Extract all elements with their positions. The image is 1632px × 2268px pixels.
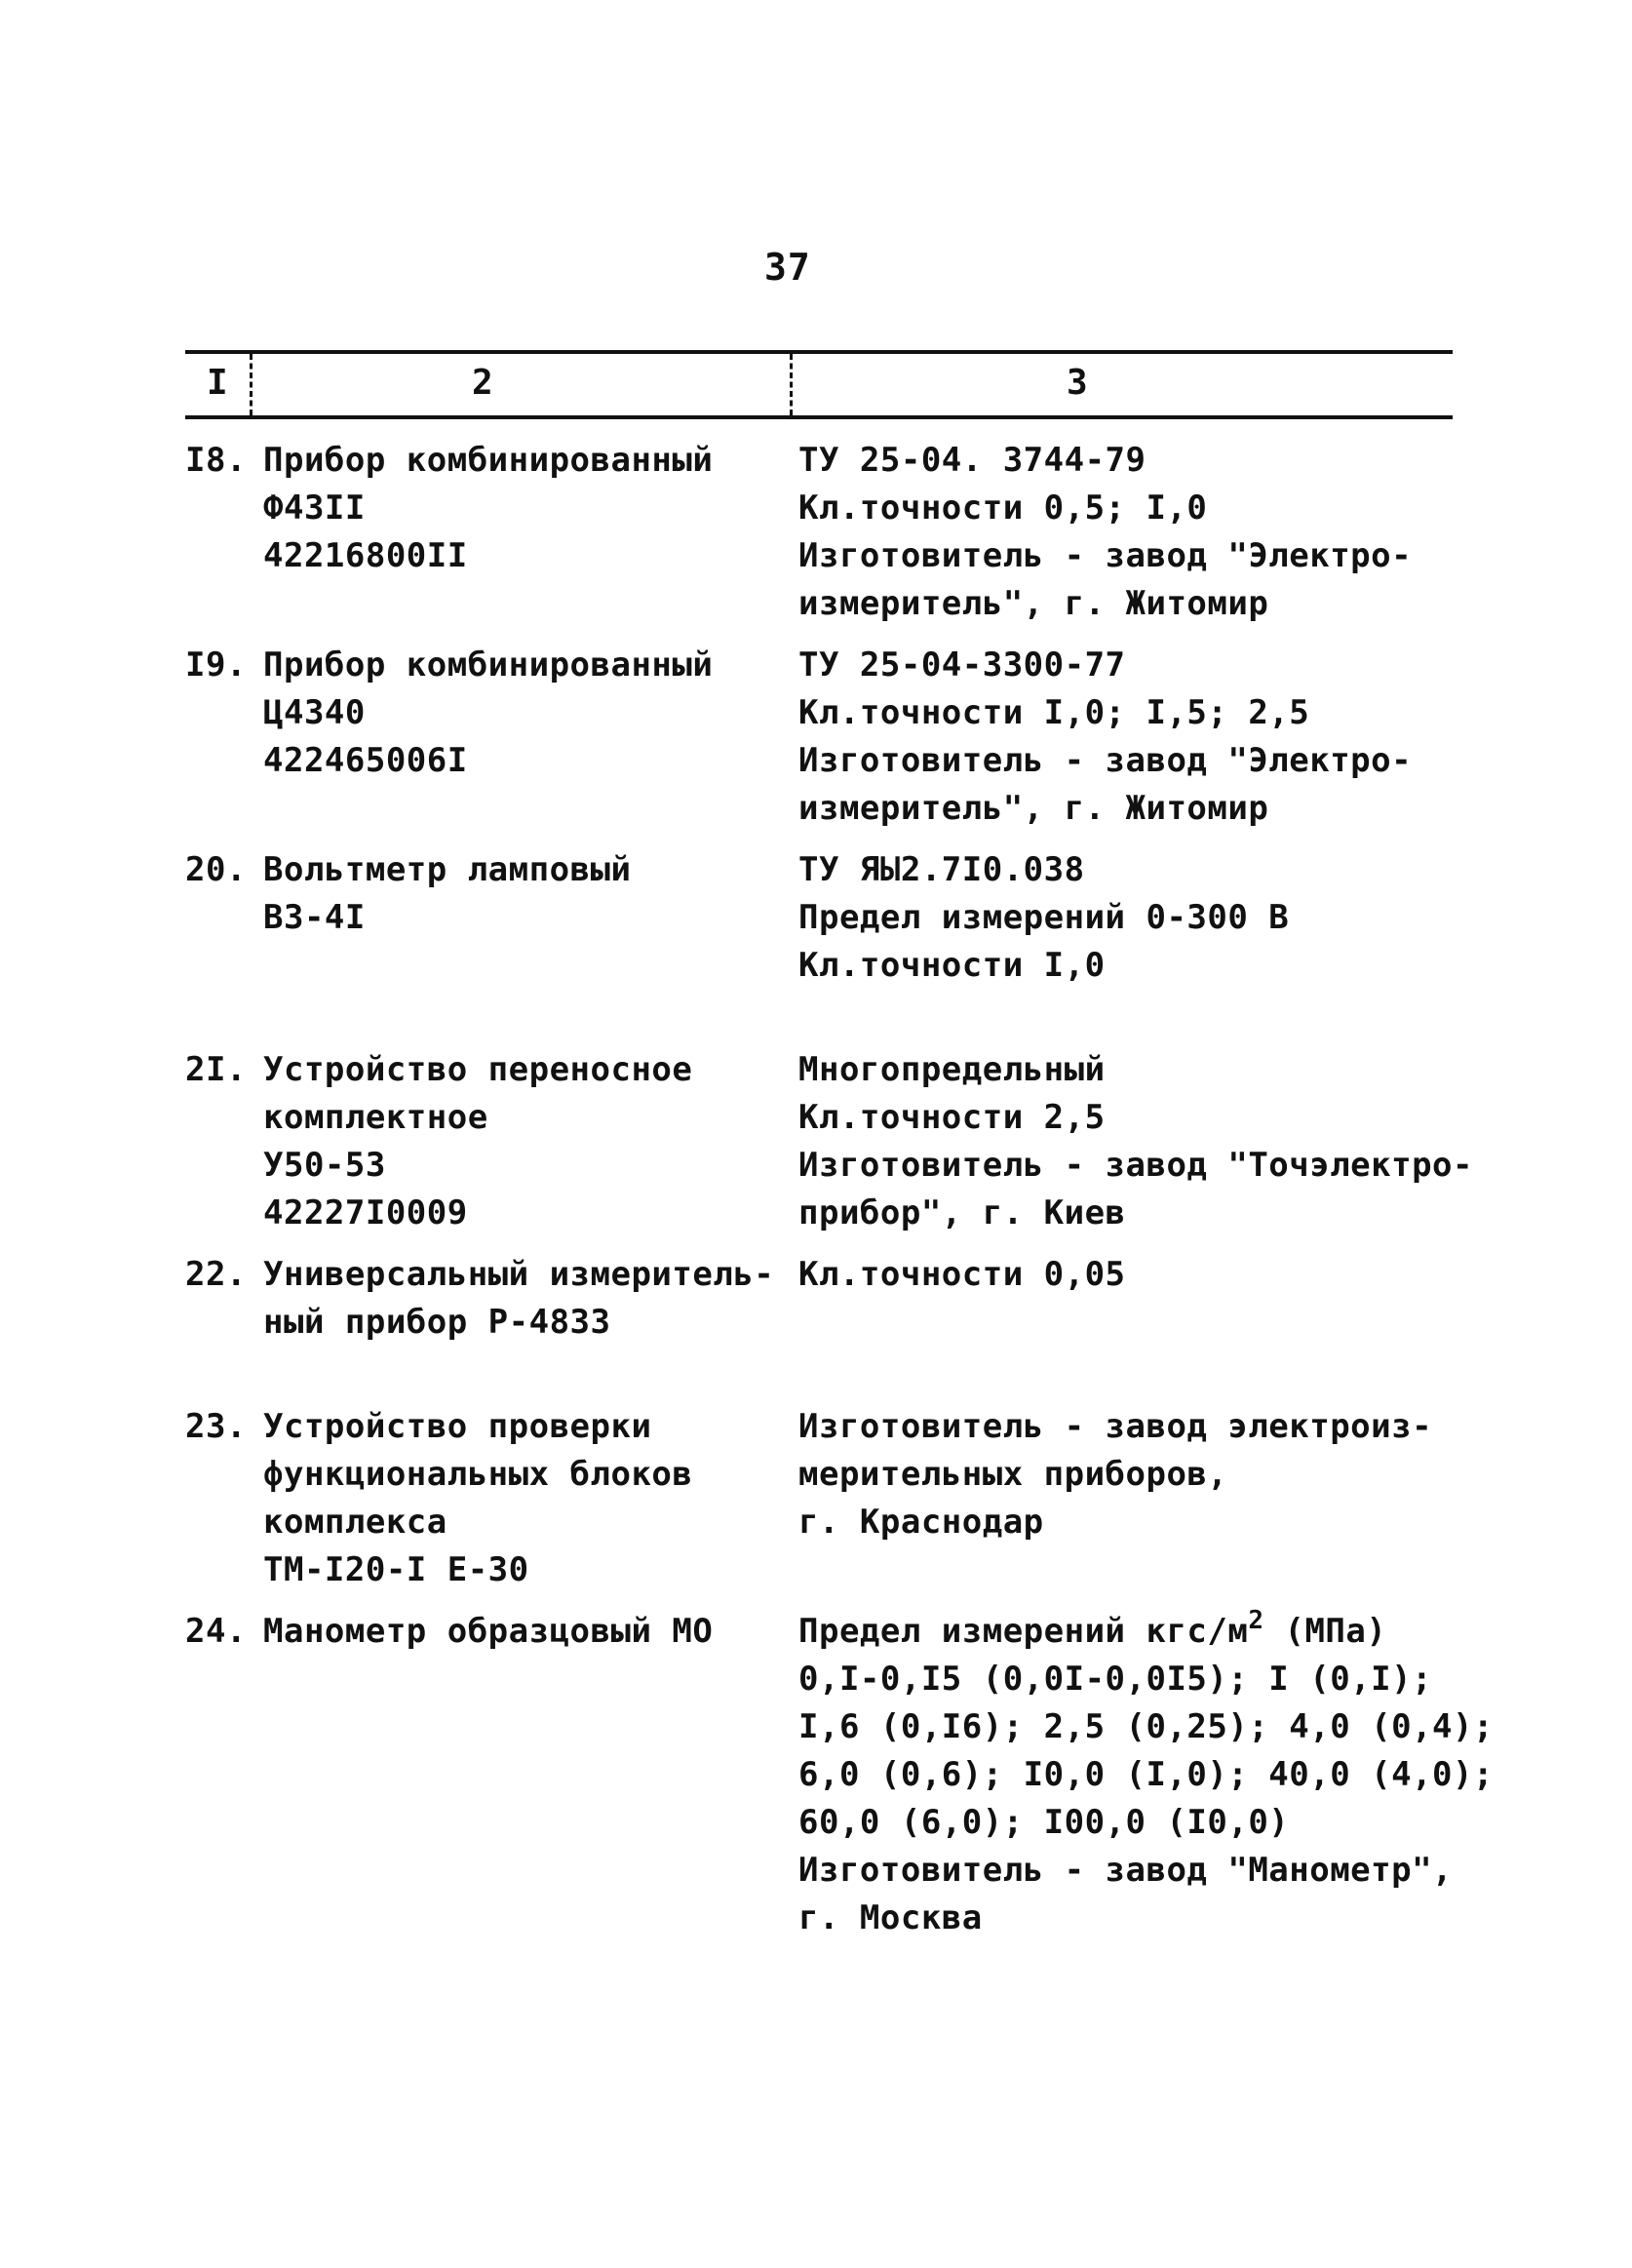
- entry-spec-line: Изготовитель - завод "Точэлектро-: [798, 1146, 1474, 1185]
- entry-name: [263, 642, 798, 833]
- entry-name-line: Устройство переносное: [263, 1050, 693, 1089]
- entries-list: [0, 437, 1632, 1942]
- entry-spec-line: 0,I-0,I5 (0,0I-0,0I5); I (0,I);: [798, 1660, 1433, 1699]
- entry-name-line: функциональных блоков: [263, 1455, 693, 1494]
- entry-spec-line: Кл.точности 2,5: [798, 1098, 1106, 1137]
- entry-name: [263, 846, 798, 990]
- entry-spec-line: Многопредельный: [798, 1050, 1106, 1089]
- entry-spec-line: измеритель", г. Житомир: [798, 789, 1269, 828]
- entry-spec-line: мерительных приборов,: [798, 1455, 1228, 1494]
- table-row: [0, 437, 1632, 628]
- entry-spec-line: Изготовитель - завод "Электро-: [798, 741, 1413, 780]
- entry-number: I9.: [185, 645, 247, 684]
- entry-name-line: Манометр образцовый МО: [263, 1612, 714, 1651]
- table-row: [0, 642, 1632, 833]
- entry-spec-line: Предел измерений 0-300 В: [798, 898, 1290, 937]
- table-row: [0, 846, 1632, 990]
- entry-name-line: комплектное: [263, 1098, 488, 1137]
- column-separator: [250, 354, 253, 415]
- entry-spec-line: 6,0 (0,6); I0,0 (I,0); 40,0 (4,0);: [798, 1755, 1494, 1794]
- entry-spec-line: Кл.точности I,0: [798, 946, 1106, 985]
- entry-spec-line: Кл.точности 0,5; I,0: [798, 489, 1208, 528]
- entry-spec-line: Изготовитель - завод "Электро-: [798, 536, 1413, 575]
- entry-spec-line: Изготовитель - завод электроиз-: [798, 1407, 1433, 1446]
- spec-text: (МПа): [1263, 1612, 1387, 1651]
- entry-name-line: 42227I0009: [263, 1193, 468, 1232]
- table-top-rule: [185, 350, 1453, 354]
- entry-name: [263, 1046, 798, 1237]
- entry-spec-line: г. Краснодар: [798, 1503, 1044, 1542]
- entry-spec-line: 60,0 (6,0); I00,0 (I0,0): [798, 1803, 1290, 1842]
- column-header-2: 2: [472, 363, 493, 403]
- entry-specification: [798, 1606, 1494, 1942]
- table-row: [0, 1251, 1632, 1347]
- entry-spec-line: Кл.точности I,0; I,5; 2,5: [798, 693, 1310, 732]
- entry-specification: [798, 1251, 1471, 1347]
- entry-name: [263, 1403, 798, 1594]
- page-number: 37: [764, 246, 811, 289]
- entry-spec-line: ТУ 25-04. 3744-79: [798, 441, 1146, 480]
- entry-name-line: Универсальный измеритель-: [263, 1255, 775, 1294]
- entry-specification: [798, 1046, 1474, 1237]
- entry-specification: [798, 1403, 1471, 1594]
- column-header-1: I: [207, 363, 228, 403]
- table-header-rule: [185, 415, 1453, 419]
- entry-name-line: 42216800II: [263, 536, 468, 575]
- entry-spec-line: измеритель", г. Житомир: [798, 584, 1269, 623]
- entry-spec-line: Изготовитель - завод "Манометр",: [798, 1851, 1454, 1890]
- entry-spec-line: ТУ 25-04-3300-77: [798, 645, 1126, 684]
- spec-text: Предел измерений кгс/м: [798, 1612, 1249, 1651]
- entry-number: 22.: [185, 1255, 247, 1294]
- entry-number: 2I.: [185, 1050, 247, 1089]
- entry-number: 24.: [185, 1612, 247, 1651]
- entry-name: [263, 1608, 798, 1942]
- entry-name: [263, 1251, 798, 1347]
- entry-number: 20.: [185, 850, 247, 889]
- entry-name-line: комплекса: [263, 1503, 447, 1542]
- entry-name-line: В3-4I: [263, 898, 366, 937]
- unit-exponent: 2: [1248, 1606, 1264, 1635]
- table-row: [0, 1046, 1632, 1237]
- entry-name-line: ный прибор Р-4833: [263, 1303, 611, 1342]
- entry-spec-line: прибор", г. Киев: [798, 1193, 1126, 1232]
- entry-name-line: Ф43II: [263, 489, 366, 528]
- entry-spec-line: [798, 1608, 1471, 1656]
- entry-name-line: ТМ-I20-I Е-30: [263, 1550, 529, 1589]
- entry-specification: [798, 642, 1471, 833]
- entry-number: I8.: [185, 441, 247, 480]
- entry-specification: [798, 846, 1471, 990]
- entry-name-line: 422465006I: [263, 741, 468, 780]
- entry-spec-line: I,6 (0,I6); 2,5 (0,25); 4,0 (0,4);: [798, 1707, 1494, 1746]
- column-separator: [790, 354, 793, 415]
- column-header-3: 3: [1067, 363, 1088, 403]
- entry-specification: [798, 437, 1471, 628]
- entry-name-line: Прибор комбинированный: [263, 645, 714, 684]
- table-row: [0, 1608, 1632, 1942]
- entry-name-line: Вольтметр ламповый: [263, 850, 632, 889]
- entry-spec-line: Кл.точности 0,05: [798, 1255, 1126, 1294]
- entry-spec-line: ТУ ЯЫ2.7I0.038: [798, 850, 1085, 889]
- table-row: [0, 1403, 1632, 1594]
- entry-name: [263, 437, 798, 628]
- entry-name-line: Прибор комбинированный: [263, 441, 714, 480]
- entry-name-line: Устройство проверки: [263, 1407, 652, 1446]
- entry-name-line: У50-53: [263, 1146, 386, 1185]
- entry-number: 23.: [185, 1407, 247, 1446]
- entry-spec-line: г. Москва: [798, 1898, 983, 1937]
- entry-name-line: Ц4340: [263, 693, 366, 732]
